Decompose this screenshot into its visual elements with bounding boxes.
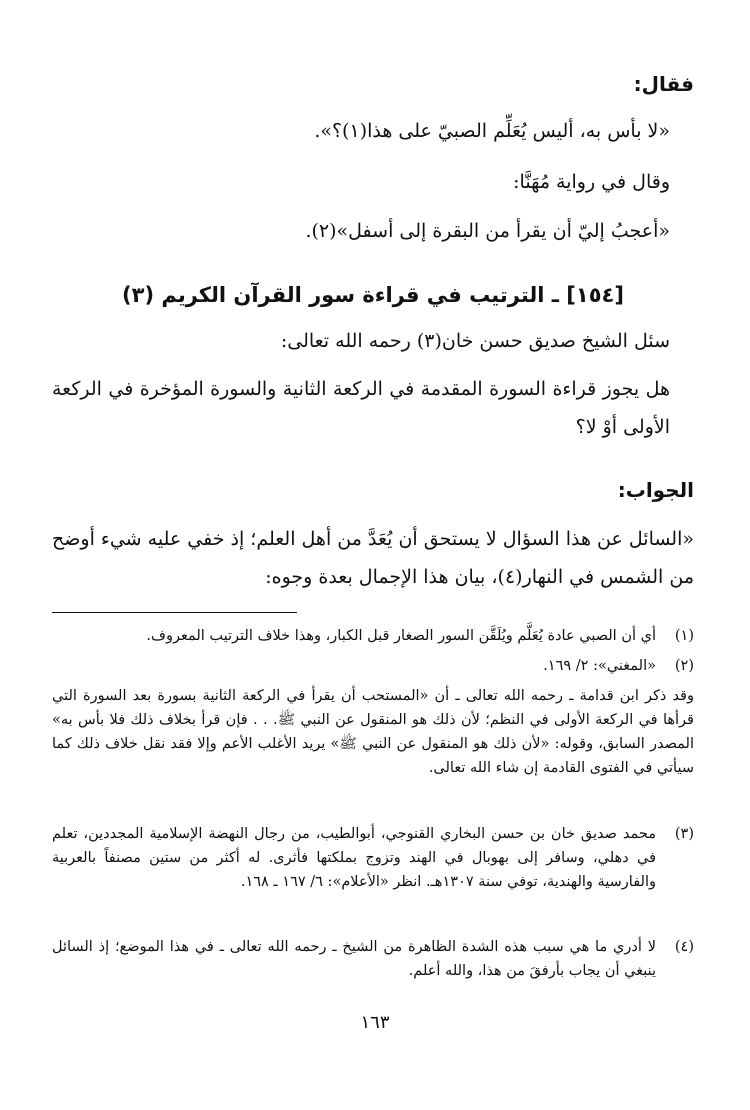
- footnote-separator: [52, 612, 297, 613]
- footnote-4: [52, 935, 694, 983]
- footnote-text: «المغني»: ٢/ ١٦٩.: [543, 658, 656, 674]
- footnote-3: [52, 822, 694, 894]
- footnote-number: (٤): [674, 939, 694, 955]
- label-faqala: فقال:: [633, 72, 694, 96]
- footnote-number: (٢): [674, 658, 694, 674]
- footnote-1: [52, 624, 694, 648]
- page-number: ١٦٣: [360, 1012, 390, 1033]
- footnote-text: وقد ذكر ابن قدامة ـ رحمه الله تعالى ـ أن «المستحب أن يقرأ في الركعة الثانية بسورة بعد السورة التي قرأها في الركعة الأولى في النظم؛ لأن ذلك هو المنقول عن النبي ﷺ. . . فإن قرأ بخلاف ذلك فلا بأس به» المصدر السابق، وقوله: «لأن ذلك هو المنقول عن النبي ﷺ» يريد الأغلب الأعم وإلا فقد نقل خلاف ذلك كما سيأتي في الفتوى القادمة إن شاء الله تعالى.: [52, 688, 694, 776]
- footnote-number: (١): [674, 628, 694, 644]
- question-intro: سئل الشيخ صديق حسن خان(٣) رحمه الله تعالى:: [280, 330, 670, 352]
- answer-label: الجواب:: [617, 478, 694, 502]
- footnote-2-continuation: [52, 684, 694, 780]
- footnote-number: (٣): [674, 826, 694, 842]
- narration-line: وقال في رواية مُهَنَّا:: [513, 171, 670, 193]
- footnote-2: [52, 654, 694, 678]
- footnote-text: لا أدري ما هي سبب هذه الشدة الظاهرة من الشيخ ـ رحمه الله تعالى ـ في هذا الموضع؛ إذ السائل ينبغي أن يجاب بأرفقَ من هذا، والله أعلم.: [52, 939, 656, 979]
- quote-2: «أعجبُ إليّ أن يقرأ من البقرة إلى أسفل»(٢).: [305, 220, 670, 242]
- answer-text: «السائل عن هذا السؤال لا يستحق أن يُعَدَّ من أهل العلم؛ إذ خفي عليه شيء أوضح من الشمس في النهار(٤)، بيان هذا الإجمال بعدة وجوه:: [52, 528, 694, 588]
- section-title: [١٥٤] ـ الترتيب في قراءة سور القرآن الكريم (٣): [122, 283, 624, 307]
- footnote-text: أي أن الصبي عادة يُعَلَّم ويُلَقَّن السور الصغار قبل الكبار، وهذا خلاف الترتيب المعروف.: [146, 628, 656, 644]
- quote-1: «لا بأس به، أليس يُعَلِّم الصبيّ على هذا(١)؟».: [314, 120, 670, 142]
- question-text: هل يجوز قراءة السورة المقدمة في الركعة الثانية والسورة المؤخرة في الركعة الأولى أوْ لا؟: [52, 378, 670, 438]
- footnote-text: محمد صديق خان بن حسن البخاري القنوجي، أبوالطيب، من رجال النهضة الإسلامية المجددين، تعلم في دهلي، وسافر إلى بهوبال في الهند وتزوج بملكتها فأثرى. له أكثر من ستين مصنفاً بالعربية والفارسية والهندية، توفي سنة ١٣٠٧هـ. انظر «الأعلام»: ٦/ ١٦٧ ـ ١٦٨.: [52, 826, 656, 890]
